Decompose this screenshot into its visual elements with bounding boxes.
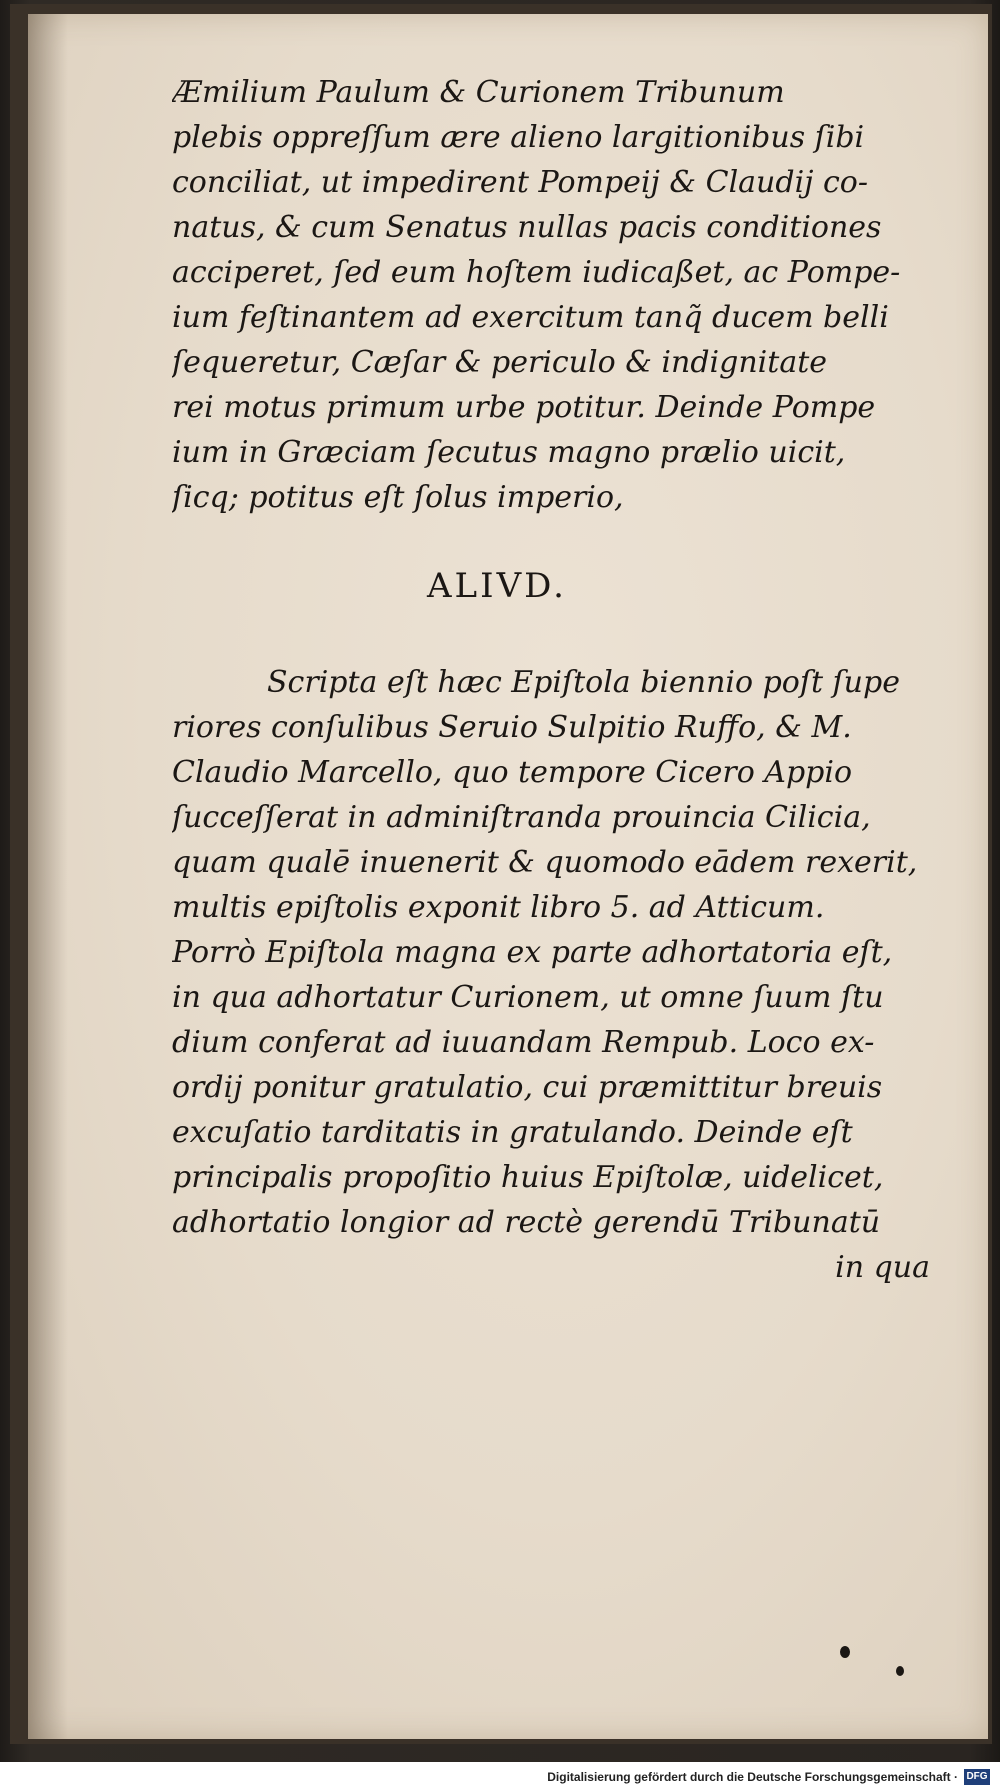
text-line: multis epiſtolis exponit libro 5. ad Atticum.: [172, 890, 825, 925]
spine-shadow: [28, 14, 68, 1739]
section-heading: ALIVD.: [427, 566, 567, 606]
ink-mark: [896, 1666, 904, 1676]
text-line: excuſatio tarditatis in gratulando. Deinde eſt: [172, 1115, 853, 1150]
text-line: Scripta eſt hæc Epiſtola biennio poſt ſupe: [267, 665, 900, 700]
catchword: in qua: [835, 1250, 930, 1285]
text-line: Porrò Epiſtola magna ex parte adhortatoria eſt,: [172, 935, 893, 970]
text-line: ſicq; potitus eſt ſolus imperio,: [172, 480, 624, 515]
text-line: ium feſtinantem ad exercitum tanq̃ ducem belli: [172, 300, 889, 335]
page-text: [172, 70, 942, 1290]
text-line: acciperet, ſed eum hoſtem iudicaßet, ac Pompe-: [172, 255, 901, 290]
digitization-credit: Digitalisierung gefördert durch die Deutsche Forschungsgemeinschaft ·: [547, 1770, 958, 1784]
ink-mark: [840, 1646, 850, 1658]
text-line: dium conferat ad iuuandam Rempub. Loco ex-: [172, 1025, 875, 1060]
text-line: Claudio Marcello, quo tempore Cicero Appio: [172, 755, 853, 790]
dfg-logo-icon: DFG: [964, 1769, 990, 1785]
text-line: quam qualē inuenerit & quomodo eādem rexerit,: [172, 845, 918, 880]
text-line: in qua adhortatur Curionem, ut omne ſuum ſtu: [172, 980, 884, 1015]
text-line: conciliat, ut impedirent Pompeij & Claudij co-: [172, 165, 869, 200]
text-line: adhortatio longior ad rectè gerendū Tribunatū: [172, 1205, 881, 1240]
text-line: plebis oppreſſum ære alieno largitionibus ſibi: [172, 120, 865, 155]
text-line: rei motus primum urbe potitur. Deinde Pompe: [172, 390, 876, 425]
text-line: ſucceſſerat in adminiſtranda prouincia Cilicia,: [172, 800, 871, 835]
paragraph-1: [172, 70, 942, 520]
text-line: principalis propoſitio huius Epiſtolæ, uidelicet,: [172, 1160, 884, 1195]
text-line: Æmilium Paulum & Curionem Tribunum: [172, 75, 785, 110]
paragraph-2: [172, 660, 942, 1245]
text-line: ium in Græciam ſecutus magno prælio uicit,: [172, 435, 846, 470]
text-line: riores conſulibus Seruio Sulpitio Ruffo, & M.: [172, 710, 852, 745]
text-line: ordij ponitur gratulatio, cui præmittitur breuis: [172, 1070, 883, 1105]
text-line: natus, & cum Senatus nullas pacis conditiones: [172, 210, 882, 245]
text-line: ſequeretur, Cæſar & periculo & indignitate: [172, 345, 828, 380]
